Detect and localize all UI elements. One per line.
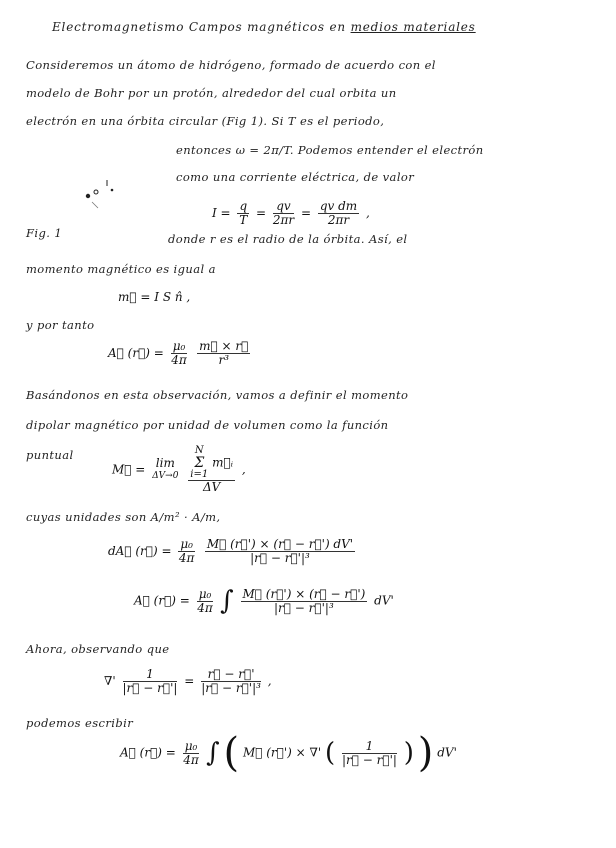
paragraph-2-line-2: dipolar magnético por unidad de volumen como la función [26, 418, 389, 432]
eq-a1-lhs: A⃗ (r⃗) = [108, 346, 164, 360]
frac-num: qv [273, 200, 294, 214]
paragraph-1-line-3: electrón en una órbita circular (Fig 1). Si T es el periodo, [26, 114, 385, 128]
frac-num [188, 446, 235, 481]
limit-label: lim [155, 456, 175, 470]
eq-a3-frac-2 [342, 740, 397, 767]
sum-term: m⃗ᵢ [212, 455, 234, 470]
integral-sign: ∫ [206, 738, 220, 768]
line-radio: donde r es el radio de la órbita. Así, el [168, 232, 408, 246]
frac-den: |r⃗ − r⃗'|³ [274, 600, 334, 615]
frac-den: |r⃗ − r⃗'|³ [201, 681, 261, 695]
frac-num: μ₀ [198, 586, 212, 601]
eq-grad-frac-2 [201, 668, 261, 695]
eq-m-end: , [241, 462, 246, 477]
eq-m-frac [188, 446, 235, 494]
sum-symbol [190, 446, 208, 480]
frac-num: μ₀ [184, 738, 198, 753]
frac-den: ΔV [203, 480, 221, 494]
electron-dot [111, 189, 114, 192]
eq-gradient-identity [104, 668, 272, 695]
paragraph-1-line-1: Consideremos un átomo de hidrógeno, formado de acuerdo con el [26, 58, 436, 72]
sketch-stroke [92, 202, 98, 208]
frac-den: |r⃗ − r⃗'| [342, 752, 397, 767]
eq-a1-frac-2 [197, 340, 250, 367]
sum-sigma: Σ [194, 455, 205, 471]
eq-current-lhs: I = [212, 206, 231, 220]
line-corriente: como una corriente eléctrica, de valor [176, 170, 415, 184]
eq-da-lhs: dA⃗ (r⃗) = [108, 544, 172, 558]
frac-den: T [239, 213, 248, 227]
line-periodo: entonces ω = 2π/T. Podemos entender el electrón [176, 143, 484, 157]
frac-num: μ₀ [180, 537, 193, 551]
frac-den: |r⃗ − r⃗'| [122, 681, 178, 695]
frac-num: M⃗ (r⃗') × (r⃗ − r⃗') dV' [206, 537, 354, 551]
eq-a3-frac-1 [183, 740, 200, 767]
eq-magnetization [112, 446, 246, 494]
frac-num: 1 [123, 668, 178, 682]
eq-current-equals: = [255, 206, 267, 220]
eq-current-frac-1 [237, 200, 249, 227]
eq-current-frac-2 [273, 200, 294, 227]
eq-a3-body: M⃗ (r⃗') × ∇' [242, 745, 322, 760]
title-underlined: medios materiales [350, 20, 476, 34]
frac-num: μ₀ [172, 339, 186, 353]
line-ahora: Ahora, observando que [26, 642, 170, 656]
eq-current [212, 200, 370, 227]
proton-dot [86, 194, 90, 198]
atom-sketch-figure [74, 172, 124, 222]
title-main: Electromagnetismo Campos magnéticos en [52, 20, 346, 34]
eq-vector-potential-dipole [108, 340, 253, 367]
frac-num: r⃗ − r⃗' [201, 668, 261, 682]
eq-da-frac-1 [178, 538, 195, 565]
orbit-mark [94, 190, 98, 194]
eq-grad-equals: = [184, 674, 195, 688]
line-momento: momento magnético es igual a [26, 262, 216, 276]
eq-current-end: , [366, 206, 370, 220]
eq-a2-frac-2 [241, 588, 368, 615]
line-por-tanto: y por tanto [26, 318, 95, 332]
inner-close-paren: ) [403, 738, 414, 768]
frac-den: 2πr [272, 213, 295, 227]
frac-num: m⃗ × r⃗ [199, 339, 249, 353]
line-puntual: puntual [26, 448, 74, 462]
eq-current-frac-3 [318, 200, 359, 227]
frac-den: |r⃗ − r⃗'|³ [250, 551, 310, 565]
fig-label: Fig. 1 [26, 226, 63, 240]
eq-grad-lhs: ∇' [104, 674, 116, 688]
page-title [52, 20, 476, 34]
frac-den: 2πr [327, 213, 350, 227]
eq-a1-frac-1 [171, 340, 188, 367]
frac-den: 4π [171, 353, 187, 367]
eq-a3-lhs: A⃗ (r⃗) = [120, 745, 176, 760]
frac-num: 1 [342, 740, 397, 754]
inner-open-paren: ( [325, 738, 336, 768]
paragraph-1-line-2: modelo de Bohr por un protón, alrededor del cual orbita un [26, 86, 397, 100]
eq-grad-end: , [267, 674, 272, 688]
eq-grad-frac-1 [123, 668, 178, 695]
eq-differential-potential [108, 538, 358, 565]
eq-a2-lhs: A⃗ (r⃗) = [134, 593, 190, 608]
frac-num: q [239, 199, 248, 213]
integral-sign: ∫ [220, 586, 234, 616]
eq-a2-end: dV' [374, 593, 394, 608]
eq-integral-potential [134, 586, 394, 616]
close-paren: ) [417, 730, 434, 776]
frac-num: qv dm [319, 199, 358, 213]
eq-m-limit [152, 457, 178, 483]
eq-magnetic-moment: m⃗ = I S n̂ , [118, 290, 191, 304]
eq-m-lhs: M⃗ = [112, 462, 146, 477]
sum-top: N [194, 445, 204, 456]
frac-den: r³ [218, 353, 229, 367]
frac-den: 4π [178, 551, 195, 565]
eq-current-equals-2: = [300, 206, 311, 220]
line-unidades: cuyas unidades son A/m² · A/m, [26, 510, 221, 524]
line-escribir: podemos escribir [26, 716, 134, 730]
frac-num: M⃗ (r⃗') × (r⃗ − r⃗') [242, 586, 366, 601]
limit-subscript: ΔV→0 [152, 471, 179, 481]
eq-a2-frac-1 [197, 588, 214, 615]
eq-rewritten-potential [120, 730, 457, 776]
open-paren: ( [223, 730, 240, 776]
frac-den: 4π [183, 752, 199, 767]
eq-a3-end: dV' [437, 745, 457, 760]
frac-den: 4π [197, 600, 213, 615]
sum-bottom: i=1 [190, 469, 209, 480]
paragraph-2-line-1: Basándonos en esta observación, vamos a definir el momento [26, 388, 409, 402]
eq-da-frac-2 [205, 538, 355, 565]
